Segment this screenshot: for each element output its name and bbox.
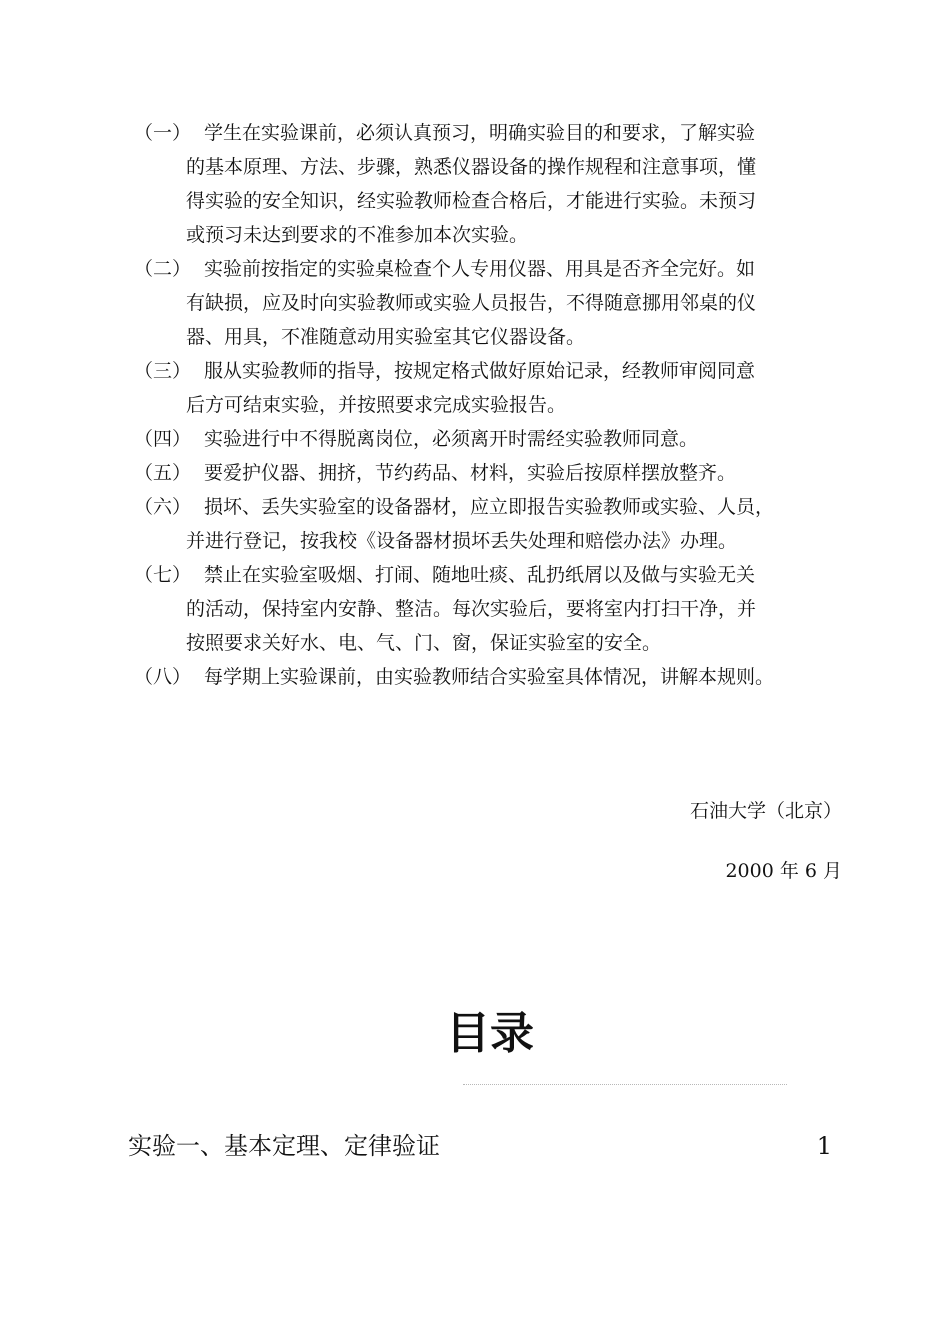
rule-text (204, 422, 864, 456)
rule-number: （五） (134, 462, 192, 484)
rule-item-8 (134, 660, 864, 694)
rule-item-7 (134, 558, 864, 660)
toc-title: 目录 (446, 1008, 534, 1059)
rule-line: 服从实验教师的指导，按规定格式做好原始记录，经教师审阅同意 (204, 360, 756, 382)
rule-item-4 (134, 422, 864, 456)
rule-number: （四） (134, 428, 192, 450)
rule-line: 要爱护仪器、拥挤，节约药品、材料，实验后按原样摆放整齐。 (204, 462, 737, 484)
rule-item-1 (134, 116, 864, 252)
rule-text (204, 456, 864, 490)
rule-number: （六） (134, 496, 192, 518)
rule-line: 的基本原理、方法、步骤，熟悉仪器设备的操作规程和注意事项，懂 (186, 156, 757, 178)
rule-line: 后方可结束实验，并按照要求完成实验报告。 (186, 394, 567, 416)
rule-line: 的活动，保持室内安静、整洁。每次实验后，要将室内打扫干净，并 (186, 598, 757, 620)
rule-text (186, 116, 864, 252)
rule-number: （八） (134, 666, 192, 688)
rule-line: 实验前按指定的实验桌检查个人专用仪器、用具是否齐全完好。如 (204, 258, 756, 280)
signature-date: 2000 年 6 月 (725, 860, 842, 882)
rule-line: 损坏、丢失实验室的设备器材，应立即报告实验教师或实验、人员， (204, 496, 775, 518)
rule-item-6 (134, 490, 864, 558)
rule-item-5 (134, 456, 864, 490)
rule-line: 按照要求关好水、电、气、门、窗，保证实验室的安全。 (186, 632, 662, 654)
rule-number: （二） (134, 258, 192, 280)
rule-line: 实验进行中不得脱离岗位，必须离开时需经实验教师同意。 (204, 428, 699, 450)
rule-line: 学生在实验课前，必须认真预习，明确实验目的和要求，了解实验 (204, 122, 756, 144)
rule-text (186, 490, 864, 558)
toc-entry-page: 1 (816, 1132, 832, 1160)
toc-divider (463, 1084, 787, 1085)
rule-number: （七） (134, 564, 192, 586)
toc-entry[interactable] (128, 1126, 832, 1166)
rule-text (186, 558, 864, 660)
rule-item-3 (134, 354, 864, 422)
rule-line: 得实验的安全知识，经实验教师检查合格后，才能进行实验。未预习 (186, 190, 757, 212)
rule-text (204, 660, 864, 694)
rule-number: （三） (134, 360, 192, 382)
rule-number: （一） (134, 122, 192, 144)
rule-line: 每学期上实验课前，由实验教师结合实验室具体情况，讲解本规则。 (204, 666, 775, 688)
rule-item-2 (134, 252, 864, 354)
rule-line: 器、用具，不准随意动用实验室其它仪器设备。 (186, 326, 586, 348)
rule-line: 并进行登记，按我校《设备器材损坏丢失处理和赔偿办法》办理。 (186, 530, 738, 552)
rule-line: 或预习未达到要求的不准参加本次实验。 (186, 224, 529, 246)
rule-text (186, 354, 864, 422)
toc-entry-label: 实验一、基本定理、定律验证 (128, 1132, 440, 1160)
rule-line: 有缺损，应及时向实验教师或实验人员报告，不得随意挪用邻桌的仪 (186, 292, 757, 314)
rules-list (134, 116, 864, 694)
rule-text (186, 252, 864, 354)
rule-line: 禁止在实验室吸烟、打闹、随地吐痰、乱扔纸屑以及做与实验无关 (204, 564, 756, 586)
signature-organization: 石油大学（北京） (689, 800, 842, 822)
